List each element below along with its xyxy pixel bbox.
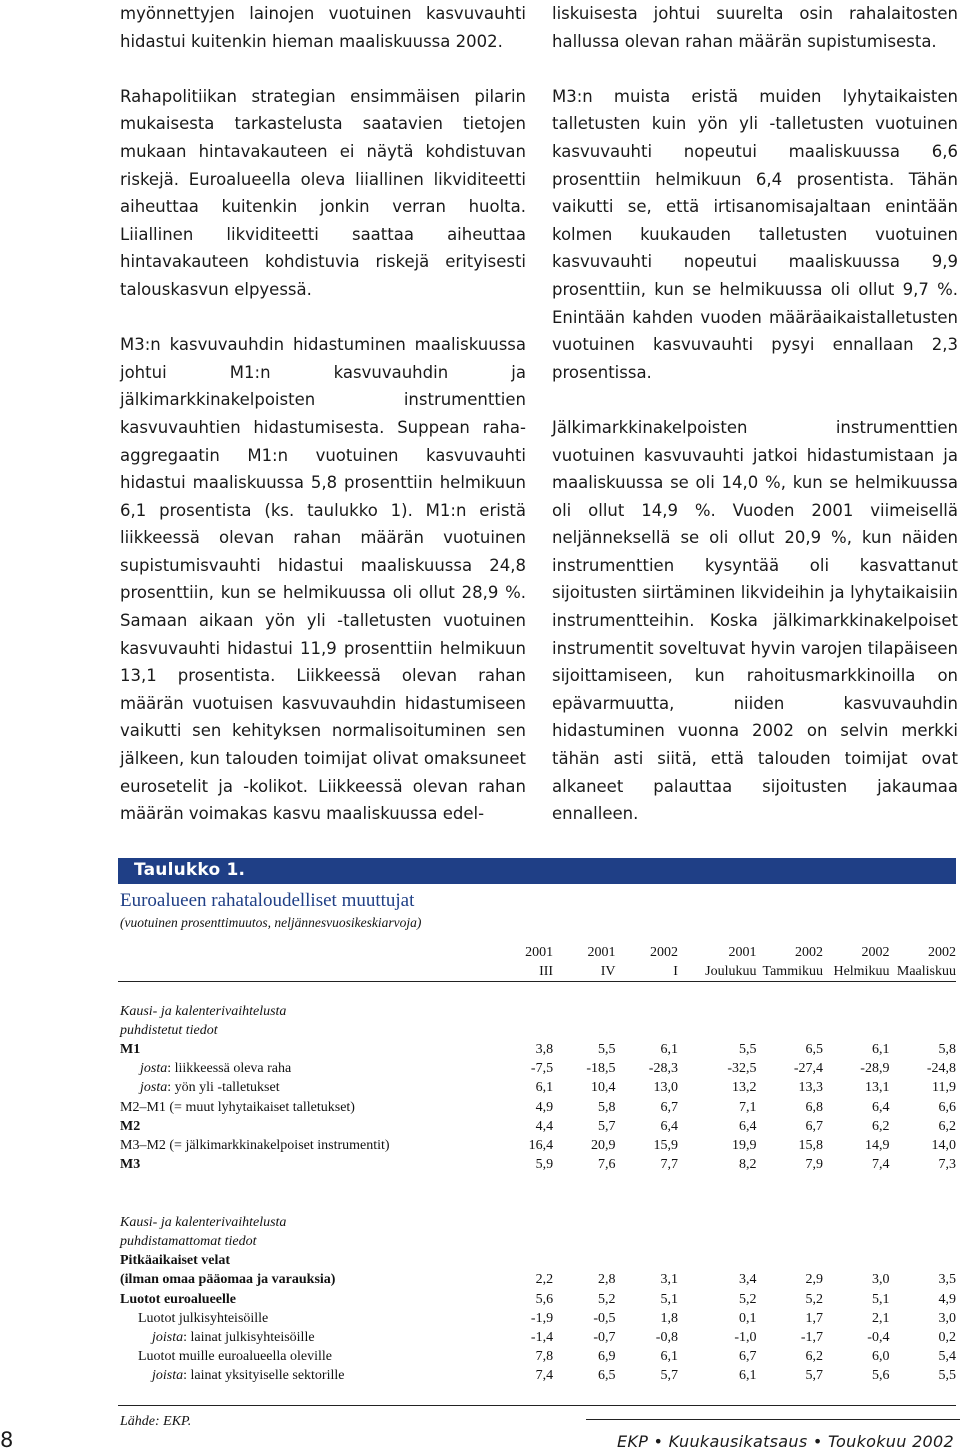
column-header: 2002 <box>794 945 823 960</box>
table-cell: 6,1 <box>660 1349 678 1365</box>
row-label <box>118 1366 491 1385</box>
table-cell: 5,6 <box>535 1291 554 1307</box>
row-label-text: (ilman omaa pääomaa ja varauksia) <box>120 1272 336 1288</box>
table-cell: 2,1 <box>871 1310 890 1326</box>
table-banner <box>118 858 956 884</box>
row-label <box>118 1347 491 1366</box>
table-cell: 5,8 <box>938 1042 956 1057</box>
table-cell: -28,3 <box>648 1061 678 1077</box>
table-cell: 16,4 <box>528 1138 554 1154</box>
gap-cell <box>678 1309 690 1328</box>
table-banner-label: Taulukko 1. <box>134 860 246 880</box>
table-cell: 13,2 <box>732 1080 757 1096</box>
page-number: 8 <box>0 1428 14 1452</box>
spacer-cell <box>118 982 956 1002</box>
table-header-row <box>118 943 956 962</box>
table-cell: 4,4 <box>535 1118 554 1134</box>
table-cell: 13,0 <box>653 1080 678 1096</box>
table-cell: 6,1 <box>660 1042 678 1057</box>
table-cell: 6,1 <box>739 1368 757 1384</box>
table-row <box>118 1136 956 1155</box>
table-row <box>118 1290 956 1309</box>
table-cell: 19,9 <box>732 1138 757 1154</box>
section-label: Kausi- ja kalenterivaihtelusta <box>120 1003 287 1019</box>
row-label-text: Luotot julkisyhteisöille <box>138 1310 269 1326</box>
table-cell: -1,4 <box>530 1330 554 1346</box>
table-1 <box>118 858 958 1430</box>
table-end-rule <box>118 1386 956 1406</box>
table-row <box>118 1366 956 1385</box>
table-subtitle: (vuotuinen prosenttimuutos, neljännesvuosikeskiarvoja) <box>120 915 422 930</box>
right-paragraph-continued: liskuisesta johtui suurelta osin rahalaitosten hallussa olevan rahan määrän supistumisesta. <box>552 4 958 51</box>
table-cell: 3,0 <box>871 1272 890 1288</box>
table-cell: -18,5 <box>586 1061 616 1077</box>
table-cell: 4,9 <box>938 1291 956 1307</box>
table-cell: 11,9 <box>932 1080 956 1096</box>
table-row <box>118 1309 956 1328</box>
table-row <box>118 1328 956 1347</box>
table-cell: 7,4 <box>535 1368 554 1384</box>
section-label: puhdistamattomat tiedot <box>120 1234 257 1249</box>
table-cell: -1,7 <box>800 1330 823 1346</box>
table-row <box>118 1117 956 1136</box>
gap-cell <box>678 1366 690 1385</box>
table-cell: -32,5 <box>727 1061 757 1077</box>
table-cell: 2,2 <box>535 1272 554 1288</box>
gap-cell <box>678 1040 690 1059</box>
table-cell: 7,4 <box>871 1157 890 1173</box>
spacer-cell <box>118 1194 956 1213</box>
table-cell: 5,2 <box>739 1291 757 1307</box>
column-header: Joulukuu <box>690 962 756 982</box>
table-cell: 6,5 <box>805 1042 823 1057</box>
table-cell: 6,9 <box>598 1349 616 1365</box>
table-cell: 13,3 <box>798 1080 823 1096</box>
table-section-label-row <box>118 1021 956 1040</box>
table-cell: 5,8 <box>598 1099 616 1115</box>
row-label-prefix: josta <box>140 1061 168 1077</box>
row-label <box>118 1098 491 1117</box>
table-cell: 3,8 <box>535 1042 554 1057</box>
column-header: Maaliskuu <box>889 962 956 982</box>
table-cell: 6,4 <box>871 1099 890 1115</box>
column-header: 2001 <box>587 945 616 960</box>
right-text-column <box>552 0 958 855</box>
table-cell: 5,5 <box>598 1042 616 1057</box>
table-title: Euroalueen rahataloudelliset muuttujat <box>120 890 415 911</box>
row-label-text: : liikkeessä oleva raha <box>167 1061 292 1077</box>
column-header: Tammikuu <box>757 962 823 982</box>
table-cell: -0,4 <box>867 1330 890 1346</box>
table-cell: -1,9 <box>530 1310 554 1326</box>
column-header: III <box>491 962 553 982</box>
table-cell: 7,1 <box>739 1099 757 1115</box>
table-cell: 13,1 <box>864 1080 890 1096</box>
left-text-column <box>120 0 526 855</box>
left-paragraph-2: M3:n kasvuvauhdin hidastuminen maaliskuussa johtui M1:n kasvuvauhdin ja jälkimarkkinakelpoisten instrumenttien kasvuvauhtien hidastumisesta. Suppean raha-aggregaatin M1:n vuotuinen kasvuvauhti hidastui maaliskuussa 5,8 prosenttiin helmikuun 6,1 prosentista (ks. taulukko 1). M1:n eristä liikkeessä olevan rahan määrän vuotuinen supistumisvauhti hidastui maaliskuussa 24,8 prosenttiin, kun se helmikuussa oli ollut 28,9 %. Samaan aikaan yön yli -talletusten vuotuinen kasvuvauhti hidastui 11,9 prosenttiin helmikuun 13,1 prosentista. Liikkeessä olevan rahan määrän vuotuisen kasvuvauhdin hidastumiseen vaikutti sen kehityksen normalisoituminen sen jälkeen, kun talouden toimijat olivat omaksuneet eurosetelit ja -kolikot. Liikkeessä olevan rahan määrän voimakas kasvu maaliskuussa edel- <box>120 335 526 824</box>
table-cell: 5,9 <box>535 1157 554 1173</box>
table-cell: 2,8 <box>598 1272 616 1288</box>
header-label-cell <box>118 962 491 982</box>
table-cell: 6,7 <box>660 1099 678 1115</box>
table-cell: 5,1 <box>660 1291 678 1307</box>
table-row <box>118 1155 956 1174</box>
gap-cell <box>678 1290 690 1309</box>
table-cell: -0,7 <box>593 1330 616 1346</box>
table-cell: 5,6 <box>871 1368 890 1384</box>
table-cell: 6,7 <box>739 1349 757 1365</box>
row-label <box>118 1155 491 1174</box>
gap-cell <box>678 1347 690 1366</box>
table-header-row <box>118 962 956 982</box>
right-paragraph-1: M3:n muista eristä muiden lyhytaikaisten talletusten kuin yön yli -talletusten vuotuinen kasvuvauhti nopeutui maaliskuussa 6,6 prosenttiin helmikuun 6,4 prosentista. Tähän vaikutti se, että irtisanomisajaltaan enintään kolmen kuukauden talletusten vuotuinen kasvuvauhti nopeutui maaliskuussa 9,9 prosenttiin, kun se helmikuussa oli ollut 9,7 %. Enintään kahden vuoden määräaikaistalletusten vuotuinen kasvuvauhti pysyi ennallaan 2,3 prosentissa. <box>552 86 958 382</box>
footer-rule <box>586 1419 960 1420</box>
table-cell: 5,2 <box>805 1291 823 1307</box>
table-cell: 1,7 <box>805 1310 823 1326</box>
table-cell: 14,9 <box>864 1138 890 1154</box>
section-label: puhdistetut tiedot <box>120 1022 218 1038</box>
table-cell: 5,5 <box>739 1042 757 1057</box>
journal-footer: EKP • Kuukausikatsaus • Toukokuu 2002 <box>617 1432 954 1451</box>
table-cell: -7,5 <box>530 1061 554 1077</box>
table-cell: 6,5 <box>598 1368 616 1384</box>
table-cell: 6,8 <box>805 1099 823 1115</box>
spacer-cell <box>118 1174 956 1193</box>
table-row <box>118 1078 956 1097</box>
row-label <box>118 1328 491 1347</box>
section-label: Pitkäaikaiset velat <box>120 1253 231 1269</box>
gap-cell <box>678 1078 690 1097</box>
table-cell: 3,0 <box>938 1310 956 1326</box>
table-cell: 5,7 <box>805 1368 823 1384</box>
table-cell: 5,7 <box>598 1118 616 1134</box>
row-label-text: : yön yli -talletukset <box>167 1080 280 1096</box>
spacer-row <box>118 1174 956 1193</box>
table-row <box>118 1347 956 1366</box>
table-cell: -1,0 <box>734 1330 757 1346</box>
table-cell: 8,2 <box>739 1157 757 1173</box>
gap-cell <box>678 943 690 962</box>
table-cell: 7,3 <box>938 1157 956 1173</box>
table-section-label-row <box>118 1251 956 1270</box>
column-header: 2002 <box>928 945 956 960</box>
table-source: Lähde: EKP. <box>120 1413 192 1429</box>
gap-cell <box>678 962 690 982</box>
right-paragraph-2: Jälkimarkkinakelpoisten instrumenttien vuotuinen kasvuvauhti jatkoi hidastumistaan ja maaliskuussa se oli 14,0 %, kun se helmikuussa oli ollut 14,9 %. Vuoden 2001 viimeisellä neljänneksellä se oli ollut 20,9 %, kun näiden instrumenttien kysyntää oli kasvattanut sijoitusten siirtäminen likvideihin ja lyhytaikaisiin instrumentteihin. Koska jälkimarkkinakelpoiset instrumentit soveltuvat hyvin varojen tilapäiseen sijoittamiseen, kun rahoitusmarkkinoilla on epävarmuutta, niiden kasvuvauhdin hidastuminen vuonna 2002 on selvin merkki tähän asti siitä, että talouden toimijat ovat alkaneet palauttaa sijoitusten jakaumaa ennalleen. <box>552 417 958 824</box>
header-label-cell <box>118 943 491 962</box>
table-cell: 5,7 <box>660 1368 678 1384</box>
gap-cell <box>678 1136 690 1155</box>
table-cell: 20,9 <box>591 1138 616 1154</box>
end-rule-cell <box>118 1386 956 1406</box>
gap-cell <box>678 1328 690 1347</box>
column-header: IV <box>553 962 615 982</box>
row-label-text: : lainat yksityiselle sektorille <box>183 1368 345 1384</box>
table-cell: 6,7 <box>805 1118 823 1134</box>
row-label-prefix: joista <box>152 1368 184 1384</box>
table-cell: 6,2 <box>938 1118 956 1134</box>
left-paragraph-1: Rahapolitiikan strategian ensimmäisen pilarin mukaisesta tarkastelusta saatavien tietojen mukaan hintavakauteen ei näytä kohdistuvan riskejä. Euroalueella oleva liiallinen likviditeetti aiheuttaa kuitenkin jonkin verran huolta. Liiallinen likviditeetti saattaa aiheuttaa hintavakauteen kohdistuvia riskejä erityisesti talouskasvun elpyessä. <box>120 86 526 299</box>
table-cell: -28,9 <box>860 1061 890 1077</box>
table-cell: 6,4 <box>739 1118 757 1134</box>
table-cell: 6,1 <box>871 1042 890 1057</box>
table-cell: 4,9 <box>535 1099 554 1115</box>
left-paragraph-continued: myönnettyjen lainojen vuotuinen kasvuvauhti hidastui kuitenkin hieman maaliskuussa 2002. <box>120 4 526 51</box>
table-cell: 10,4 <box>591 1080 616 1096</box>
row-label-text: M2–M1 (= muut lyhytaikaiset talletukset) <box>120 1099 355 1115</box>
table-cell: 6,0 <box>871 1349 890 1365</box>
spacer-row <box>118 1194 956 1213</box>
row-label <box>118 1078 491 1097</box>
table-cell: 7,9 <box>805 1157 823 1173</box>
table-cell: 15,9 <box>653 1138 678 1154</box>
table-cell: -24,8 <box>926 1061 956 1077</box>
table-cell: 3,1 <box>660 1272 678 1288</box>
row-label-text: : lainat julkisyhteisöille <box>183 1330 315 1346</box>
table-cell: 5,5 <box>938 1368 956 1384</box>
table-cell: -27,4 <box>793 1061 823 1077</box>
table-cell: 0,2 <box>938 1330 956 1346</box>
gap-cell <box>678 1059 690 1078</box>
table-cell: 3,5 <box>938 1272 956 1288</box>
gap-cell <box>678 1270 690 1289</box>
table-cell: 6,6 <box>938 1099 956 1115</box>
table-cell: 5,2 <box>598 1291 616 1307</box>
table-cell: 2,9 <box>805 1272 823 1288</box>
table-cell: -0,5 <box>593 1310 616 1326</box>
table-cell: 14,0 <box>931 1138 956 1154</box>
column-header: 2001 <box>525 945 554 960</box>
section-label: Kausi- ja kalenterivaihtelusta <box>120 1214 287 1230</box>
table-section-label-row <box>118 1002 956 1021</box>
table-cell: 6,1 <box>535 1080 554 1096</box>
table-row <box>118 1098 956 1117</box>
row-label <box>118 1270 491 1289</box>
table-cell: 3,4 <box>739 1272 757 1288</box>
table-cell: 5,1 <box>871 1291 890 1307</box>
spacer-row <box>118 982 956 1002</box>
table-cell: 7,8 <box>535 1349 554 1365</box>
row-label-text: M2 <box>120 1118 141 1134</box>
row-label <box>118 1059 491 1078</box>
table-row <box>118 1040 956 1059</box>
row-label <box>118 1290 491 1309</box>
table-cell: 0,1 <box>739 1310 757 1326</box>
table-cell: 5,4 <box>938 1349 956 1365</box>
row-label <box>118 1309 491 1328</box>
table-cell: 6,4 <box>660 1118 678 1134</box>
data-table <box>118 943 956 1406</box>
table-cell: 6,2 <box>805 1349 823 1365</box>
table-row <box>118 1059 956 1078</box>
column-header: Helmikuu <box>823 962 889 982</box>
table-cell: 15,8 <box>798 1138 823 1154</box>
row-label-prefix: josta <box>140 1080 168 1096</box>
table-section-label-row <box>118 1232 956 1251</box>
column-header: I <box>616 962 678 982</box>
row-label <box>118 1040 491 1059</box>
row-label-text: Luotot muille euroalueella oleville <box>138 1349 332 1365</box>
row-label <box>118 1136 491 1155</box>
table-row <box>118 1270 956 1289</box>
gap-cell <box>678 1098 690 1117</box>
row-label <box>118 1117 491 1136</box>
table-cell: 7,6 <box>598 1157 616 1173</box>
table-cell: -0,8 <box>655 1330 678 1346</box>
row-label-text: M3 <box>120 1157 141 1173</box>
column-header: 2002 <box>649 945 678 960</box>
column-header: 2001 <box>728 945 757 960</box>
table-section-label-row <box>118 1213 956 1232</box>
row-label-text: M1 <box>120 1042 141 1057</box>
table-cell: 6,2 <box>871 1118 890 1134</box>
table-cell: 1,8 <box>660 1310 678 1326</box>
gap-cell <box>678 1117 690 1136</box>
gap-cell <box>678 1155 690 1174</box>
row-label-prefix: joista <box>152 1330 184 1346</box>
table-cell: 7,7 <box>660 1157 678 1173</box>
row-label-text: Luotot euroalueelle <box>120 1291 237 1307</box>
column-header: 2002 <box>861 945 890 960</box>
row-label-text: M3–M2 (= jälkimarkkinakelpoiset instrumentit) <box>120 1138 390 1154</box>
